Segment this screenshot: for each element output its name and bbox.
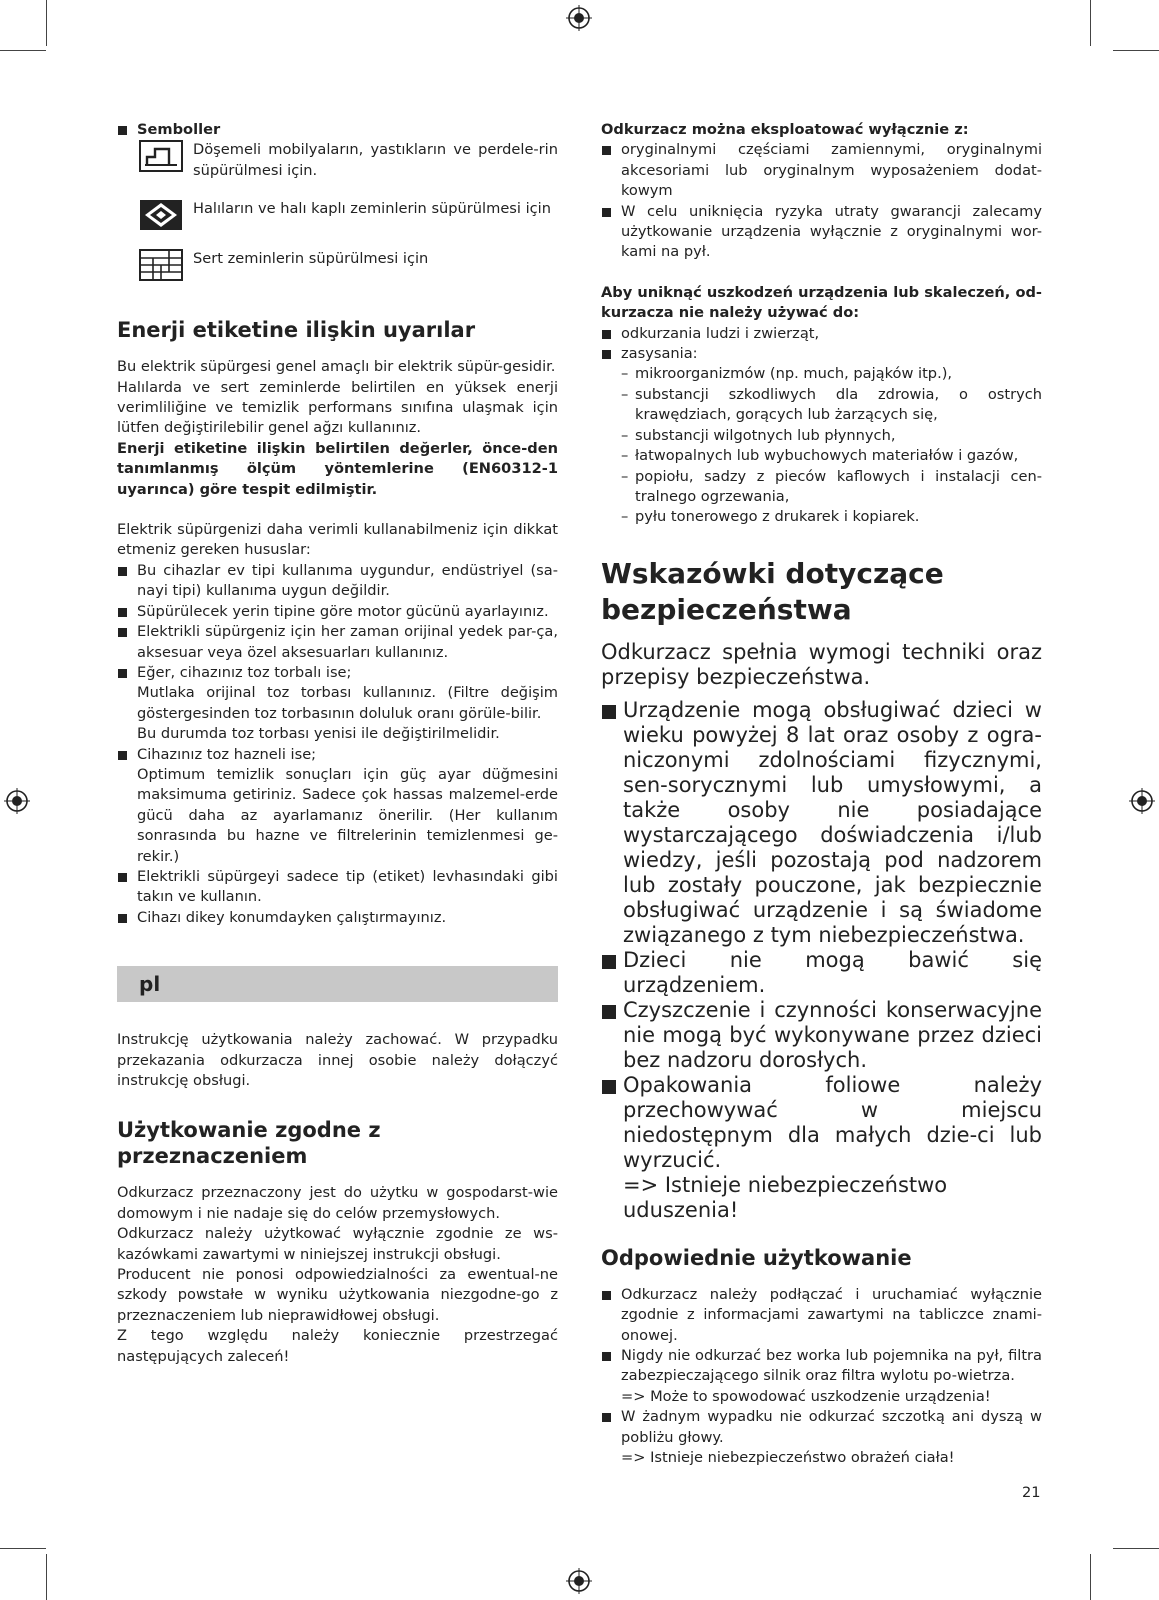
list-item: W celu uniknięcia ryzyka utraty gwarancji zalecamy użytkowanie urządzenia wyłącznie z oryginalnymi wor-kami na pył. (601, 202, 1042, 263)
safety-heading-line: Wskazówki dotyczące (601, 556, 944, 590)
registration-mark-icon (566, 1568, 592, 1594)
list-item-text: Nigdy nie odkurzać bez worka lub pojemnika na pył, filtra zabezpieczającego silnik oraz filtra wylotu po-wietrza. (621, 1346, 1042, 1385)
list-item: Urządzenie mogą obsługiwać dzieci w wieku powyżej 8 lat oraz osoby z ogra-niczonymi zdolnościami fizycznymi, sen-sorycznymi lub umysłowymi, a także osoby nie posiadające wystarczającego doświadczenia i/lub wiedzy, jeśli pozostają pod nadzorem lub zostały pouczone, jak bezpiecznie obsługiwać urządzenie i są świadome związanego z tym niebezpieczeństwa. (601, 698, 1042, 948)
usage-heading: Użytkowanie zgodne z przeznaczeniem (117, 1118, 381, 1169)
energy-paragraph: Halılarda ve sert zeminlerde belirtilen en yüksek enerji verimliliğine ve temizlik performans sınıfına ulaşmak için lütfen değiştirilebilir genel ağzı kullanınız. (117, 378, 558, 437)
list-item (117, 908, 558, 928)
symbol-row-hard-floor (117, 249, 558, 281)
list-item-text: Mutlaka orijinal toz torbası kullanınız. (Filtre değişim göstergesinden toz torbasının doluluk oranı görüle-bilir. (137, 684, 558, 722)
crop-mark (1113, 50, 1159, 51)
symbol-row-carpet (117, 199, 558, 231)
list-item-text: Cihazı dikey konumdayken çalıştırmayınız. (137, 908, 447, 926)
symbol-text-carpet: Halıların ve halı kaplı zeminlerin süpürülmesi için (193, 200, 551, 218)
usage-paragraph: Odkurzacz przeznaczony jest do użytku w gospodarst-wie domowym i nie nadaje się do celów przemysłowych. (117, 1184, 558, 1222)
carpet-icon (139, 199, 183, 231)
list-item (601, 1346, 1042, 1407)
crop-mark (1090, 0, 1091, 46)
sub-list-item: – substancji szkodliwych dla zdrowia, o ostrych krawędziach, gorących lub żarzących się, (601, 385, 1042, 426)
crop-mark (46, 1554, 47, 1600)
list-item: Dzieci nie mogą bawić się urządzeniem. (601, 948, 1042, 998)
registration-mark-icon (566, 5, 592, 31)
sub-list-item: – popiołu, sadzy z pieców kaflowych i instalacji cen-tralnego ogrzewania, (601, 467, 1042, 508)
crop-mark (1113, 1548, 1159, 1549)
list-item-text: Elektrikli süpürgeyi sadece tip (etiket) levhasındaki gibi takın ve kullanın. (137, 867, 558, 906)
list-item (601, 1407, 1042, 1468)
crop-mark (46, 0, 47, 46)
list-item-text: Eğer, cihazınız toz torbalı ise; (137, 663, 352, 681)
list-item-text: Süpürülecek yerin tipine göre motor gücünü ayarlayınız. (137, 602, 549, 620)
usage-paragraph: Z tego względu należy koniecznie przestrzegać następujących zaleceń! (117, 1327, 558, 1365)
list-item: zasysania: (601, 344, 1042, 364)
crop-mark (0, 1548, 46, 1549)
list-item (117, 663, 558, 745)
list-item (117, 622, 558, 663)
crop-mark (0, 50, 46, 51)
list-item-text: W żadnym wypadku nie odkurzać szczotką ani dyszą w pobliżu głowy. (621, 1408, 1042, 1446)
symbol-text-hard-floor: Sert zeminlerin süpürülmesi için (193, 250, 429, 268)
energy-list (117, 561, 558, 928)
proper-use-heading: Odpowiednie użytkowanie (601, 1245, 912, 1270)
upholstery-icon (139, 140, 183, 172)
list-item: Czyszczenie i czynności konserwacyjne nie mogą być wykonywane przez dzieci bez nadzoru dorosłych. (601, 998, 1042, 1073)
list-item-text: Bu durumda toz torbası yenisi ile değiştirilmelidir. (137, 725, 500, 743)
list-item: odkurzania ludzi i zwierząt, (601, 324, 1042, 344)
usage-paragraph: Producent nie ponosi odpowiedzialności za ewentual-ne szkody powstałe w wyniku użytkowania niezgodne-go z przeznaczeniem lub nieprawidłowej obsługi. (117, 1266, 558, 1324)
energy-paragraph-bold: Enerji etiketine ilişkin belirtilen değerler, önce-den tanımlanmış ölçüm yöntemlerine (EN60312-1 uyarınca) göre tespit edilmiştir. (117, 439, 558, 498)
list-item-text: Cihazınız toz hazneli ise; (137, 745, 317, 763)
crop-mark (1090, 1554, 1091, 1600)
safety-heading-line: bezpieczeństwa (601, 592, 852, 626)
page-number: 21 (1022, 1484, 1041, 1501)
avoid-sublist (601, 364, 1042, 527)
sub-list-item: – mikroorganizmów (np. much, pająków itp.), (601, 364, 1042, 384)
list-item (117, 745, 558, 867)
energy-paragraph: Elektrik süpürgenizi daha verimli kullanabilmeniz için dikkat etmeniz gereken hususlar: (117, 521, 558, 559)
pl-intro: Instrukcję użytkowania należy zachować. W przypadku przekazania odkurzacza innej osobie należy dołączyć instrukcję obsługi. (117, 1031, 558, 1089)
registration-mark-icon (1129, 788, 1155, 814)
registration-mark-icon (4, 788, 30, 814)
usage-paragraph: Odkurzacz należy użytkować wyłącznie zgodnie ze ws-kazówkami zawartymi w niniejszej instrukcji obsługi. (117, 1225, 558, 1263)
safety-warning: => Istnieje niebezpieczeństwo uduszenia! (623, 1172, 948, 1222)
symbol-row-upholstery (117, 140, 558, 181)
list-item-text: Elektrikli süpürgeniz için her zaman orijinal yedek par-ça, aksesuar veya özel aksesuarları kullanınız. (137, 623, 558, 661)
safety-lead: Odkurzacz spełnia wymogi techniki oraz przepisy bezpieczeństwa. (601, 639, 1042, 689)
list-item-text: Odkurzacz należy podłączać i uruchamiać wyłącznie zgodnie z informacjami zawartymi na tabliczce znami-onowej. (621, 1285, 1042, 1344)
exploit-list (601, 140, 1042, 262)
list-item-text: Optimum temizlik sonuçları için güç ayar düğmesini maksimuma getiriniz. Sadece çok hassas malzemel-erde gücü daha az ayarlamanız önerilir. (Her kullanım sonrasında bu hazne ve filtrelerinin temizlenmesi ge-rekir.) (137, 765, 558, 865)
avoid-list (601, 324, 1042, 365)
language-tag-bar: pl (117, 966, 558, 1002)
symbols-section (117, 120, 558, 140)
safety-list (601, 698, 1042, 1173)
list-item: oryginalnymi częściami zamiennymi, oryginalnymi akcesoriami lub oryginalnym wyposażeniem dodat-kowym (601, 140, 1042, 201)
symbol-text-upholstery: Döşemeli mobilyaların, yastıkların ve perdele-rin süpürülmesi için. (193, 141, 558, 179)
symbols-heading: Semboller (117, 120, 558, 140)
right-column (601, 120, 1042, 1468)
energy-heading: Enerji etiketine ilişkin uyarılar (117, 318, 476, 343)
energy-paragraph: Bu elektrik süpürgesi genel amaçlı bir elektrik süpür-gesidir. (117, 358, 556, 376)
list-item-note: => Może to spowodować uszkodzenie urządzenia! (621, 1387, 991, 1405)
proper-use-list (601, 1285, 1042, 1469)
list-item-text: Bu cihazlar ev tipi kullanıma uygundur, endüstriyel (sa-nayi tipi) kullanıma uygun değildir. (137, 561, 558, 600)
sub-list-item: – pyłu tonerowego z drukarek i kopiarek. (601, 507, 1042, 527)
avoid-heading: Aby uniknąć uszkodzeń urządzenia lub skaleczeń, od-kurzacza nie należy używać do: (601, 283, 1042, 322)
list-item (117, 867, 558, 908)
sub-list-item: – łatwopalnych lub wybuchowych materiałów i gazów, (601, 446, 1042, 466)
list-item-note: => Istnieje niebezpieczeństwo obrażeń ciała! (621, 1448, 955, 1466)
list-item (117, 561, 558, 602)
sub-list-item: – substancji wilgotnych lub płynnych, (601, 426, 1042, 446)
list-item: Opakowania foliowe należy przechowywać w miejscu niedostępnym dla małych dzie-ci lub wyrzucić. (601, 1073, 1042, 1173)
list-item (117, 602, 558, 622)
hard-floor-icon (139, 249, 183, 281)
safety-heading (601, 556, 1042, 628)
exploit-heading: Odkurzacz można eksploatować wyłącznie z: (601, 121, 969, 138)
left-column (117, 120, 558, 1367)
list-item (601, 1285, 1042, 1346)
